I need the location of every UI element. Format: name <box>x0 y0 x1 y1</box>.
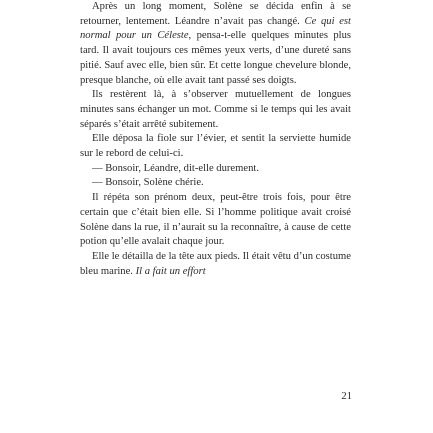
paragraph-2 <box>80 88 351 132</box>
paragraph-6-text: Il répéta son prénom deux, peut-être trois fois, pour être certain que c’était bien elle. Si l’homme politique avait croisé Solène dans la rue, il n’aurait su la reconnaître, à cause de cette potion qu’elle avalait chaque jour. <box>80 192 351 248</box>
page-number: 21 <box>341 391 352 402</box>
paragraph-7-italic-thought: Il a fait un effort <box>135 265 206 277</box>
dialogue-line-2-text: — Bonsoir, Solène chérie. <box>92 177 204 189</box>
paragraph-1-part-1: Après un long moment, Solène se décida enfin à se retourner, lentement. Léandre n’avait pas changé. <box>80 1 351 27</box>
paragraph-6 <box>80 191 351 250</box>
paragraph-3 <box>80 132 351 161</box>
paragraph-1-part-3: , pensa-t-elle quelques minutes plus tard. Il avait toujours ces mêmes yeux verts, d’une dureté sans pitié. Sauf avec elle, bien sûr. Et cette longue chevelure blonde, presque blanche, où elle avait tant passé ses doigts. <box>80 30 351 86</box>
paragraph-7-part-1: Elle le détailla de la tête aux pieds. Il était vêtu d’un costume bleu marine. <box>80 250 351 277</box>
dialogue-line-1 <box>80 162 351 177</box>
dialogue-line-2 <box>80 176 351 191</box>
paragraph-1 <box>80 0 351 88</box>
paragraph-2-text: Ils restèrent là, à s’observer mutuellement de longues minutes sans échanger un mot. Comme si le temps qui les avait séparés s’était arrêté subitement. <box>80 89 351 130</box>
body-text <box>80 0 351 279</box>
paragraph-1-italic-thought: Ce qui est normal pour un Céleste <box>80 15 351 42</box>
paragraph-3-text: Elle déposa la fiole sur l’évier, et sentit la serviette humide sur le rebord de celui-ci. <box>80 133 351 160</box>
dialogue-line-1-text: — Bonsoir, Léandre, dit-elle durement. <box>92 162 259 174</box>
paragraph-7 <box>80 250 351 279</box>
